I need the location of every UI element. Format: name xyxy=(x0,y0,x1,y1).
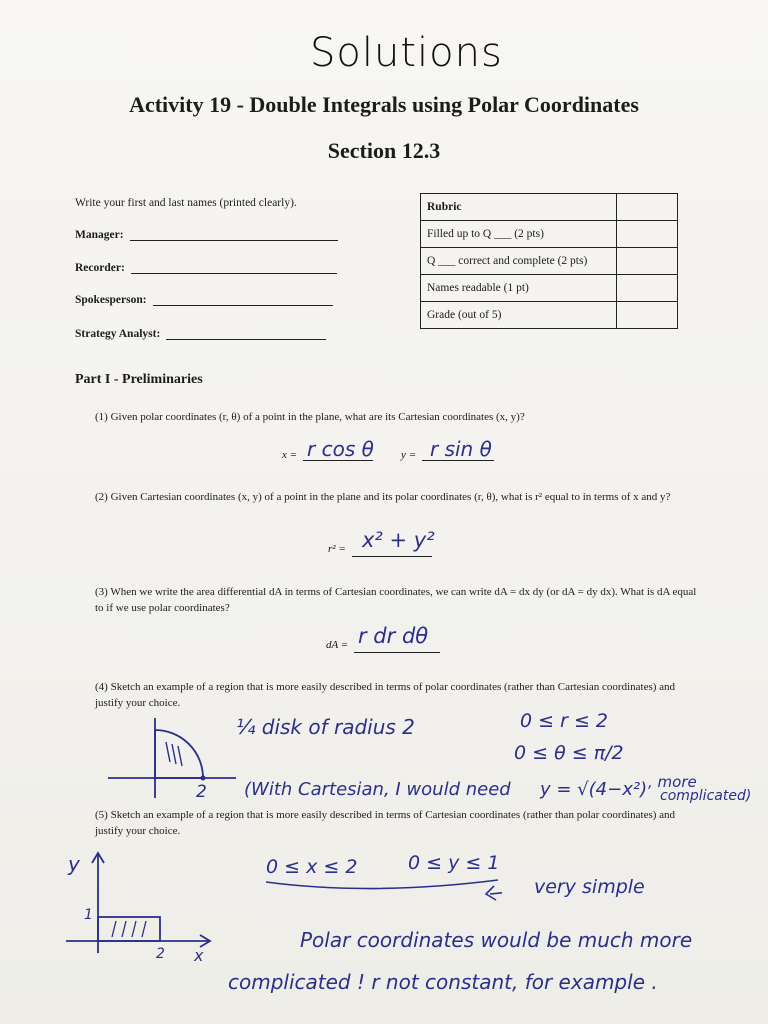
recorder-name-field[interactable] xyxy=(131,262,337,274)
question-4-text: (4) Sketch an example of a region that is more easily described in terms of polar coordinates (rather than Cartesian coordinates) and justify your choice. xyxy=(95,681,676,709)
rubric-row xyxy=(421,275,678,302)
rubric-header: Rubric xyxy=(421,194,617,221)
strategy-analyst-label: Strategy Analyst: xyxy=(75,328,161,340)
q1-y-answer: r sin θ xyxy=(430,437,492,461)
question-1-text: (1) Given polar coordinates (r, θ) of a point in the plane, what are its Cartesian coordinates (x, y)? xyxy=(95,411,525,423)
manager-row xyxy=(75,229,338,241)
rubric-header-row xyxy=(421,194,678,221)
rubric-points-cell[interactable] xyxy=(617,194,678,221)
rubric-table xyxy=(420,193,678,329)
q2-label: r² = xyxy=(328,543,346,555)
q4-note-cartesian: (With Cartesian, I would need xyxy=(244,779,511,800)
q5-axis-x-label: x xyxy=(194,946,204,965)
q5-arrow-note: very simple xyxy=(534,876,645,898)
rubric-row xyxy=(421,302,678,329)
question-5-text: (5) Sketch an example of a region that is more easily described in terms of Cartesian coordinates (rather than polar coordinates) and justify your choice. xyxy=(95,809,676,837)
q4-range-r: 0 ≤ r ≤ 2 xyxy=(520,710,608,732)
q5-comment-line-1: Polar coordinates would be much more xyxy=(300,928,693,952)
q5-axis-y-label: y xyxy=(68,852,80,876)
q4-range-theta: 0 ≤ θ ≤ π/2 xyxy=(514,742,624,764)
rubric-row xyxy=(421,221,678,248)
rubric-row-label: Grade (out of 5) xyxy=(421,302,617,329)
spokesperson-row xyxy=(75,294,333,306)
spokesperson-label: Spokesperson: xyxy=(75,294,147,306)
q4-note-formula: y = √(4−x²) xyxy=(540,779,648,800)
q4-note-more: , more xyxy=(648,773,697,791)
rubric-row-label: Filled up to Q ___ (2 pts) xyxy=(421,221,617,248)
part-title: Part I - Preliminaries xyxy=(75,372,203,387)
rubric-points-cell[interactable] xyxy=(617,275,678,302)
question-3-text: (3) When we write the area differential dA in terms of Cartesian coordinates, we can write dA = dx dy (or dA = dy dx). What is dA equal to if we use polar coordinates? xyxy=(95,586,697,614)
strategy-analyst-row xyxy=(75,328,326,340)
names-instruction: Write your first and last names (printed clearly). xyxy=(75,197,297,209)
q5-range-x: 0 ≤ x ≤ 2 xyxy=(266,856,358,878)
q2-answer: x² + y² xyxy=(362,528,435,552)
q5-range-y: 0 ≤ y ≤ 1 xyxy=(408,852,500,874)
quarter-disk-sketch xyxy=(100,712,240,802)
manager-name-field[interactable] xyxy=(130,229,338,241)
q4-note-complicated: complicated) xyxy=(660,788,752,804)
q1-x-answer: r cos θ xyxy=(307,437,374,461)
rubric-row xyxy=(421,248,678,275)
rubric-points-cell[interactable] xyxy=(617,248,678,275)
rubric-points-cell[interactable] xyxy=(617,221,678,248)
manager-label: Manager: xyxy=(75,229,124,241)
spokesperson-name-field[interactable] xyxy=(153,294,333,306)
document-title: Activity 19 - Double Integrals using Polar Coordinates xyxy=(129,92,639,117)
q5-tick-1: 1 xyxy=(84,907,93,923)
strategy-analyst-name-field[interactable] xyxy=(166,328,326,340)
q4-sketch-label: 2 xyxy=(196,782,207,802)
rubric-row-label: Names readable (1 pt) xyxy=(421,275,617,302)
recorder-label: Recorder: xyxy=(75,262,125,274)
recorder-row xyxy=(75,262,337,274)
rectangle-sketch xyxy=(60,845,220,960)
q3-label: dA = xyxy=(326,639,349,651)
q3-answer: r dr dθ xyxy=(358,624,429,648)
rubric-row-label: Q ___ correct and complete (2 pts) xyxy=(421,248,617,275)
q5-comment-line-2: complicated ! r not constant, for example . xyxy=(228,970,658,994)
document-section: Section 12.3 xyxy=(327,138,441,163)
q4-note-disk: ¼ disk of radius 2 xyxy=(236,715,415,739)
solutions-heading: Solutions xyxy=(310,30,503,76)
q5-underline-brace xyxy=(262,872,502,912)
rectangle-region xyxy=(98,917,160,941)
rubric-points-cell[interactable] xyxy=(617,302,678,329)
q1-y-label: y = xyxy=(401,449,417,461)
q5-tick-2: 2 xyxy=(156,946,165,962)
q1-x-label: x = xyxy=(282,449,298,461)
question-2-text: (2) Given Cartesian coordinates (x, y) of a point in the plane and its polar coordinates (r, θ), what is r² equal to in terms of x and y? xyxy=(95,491,671,503)
